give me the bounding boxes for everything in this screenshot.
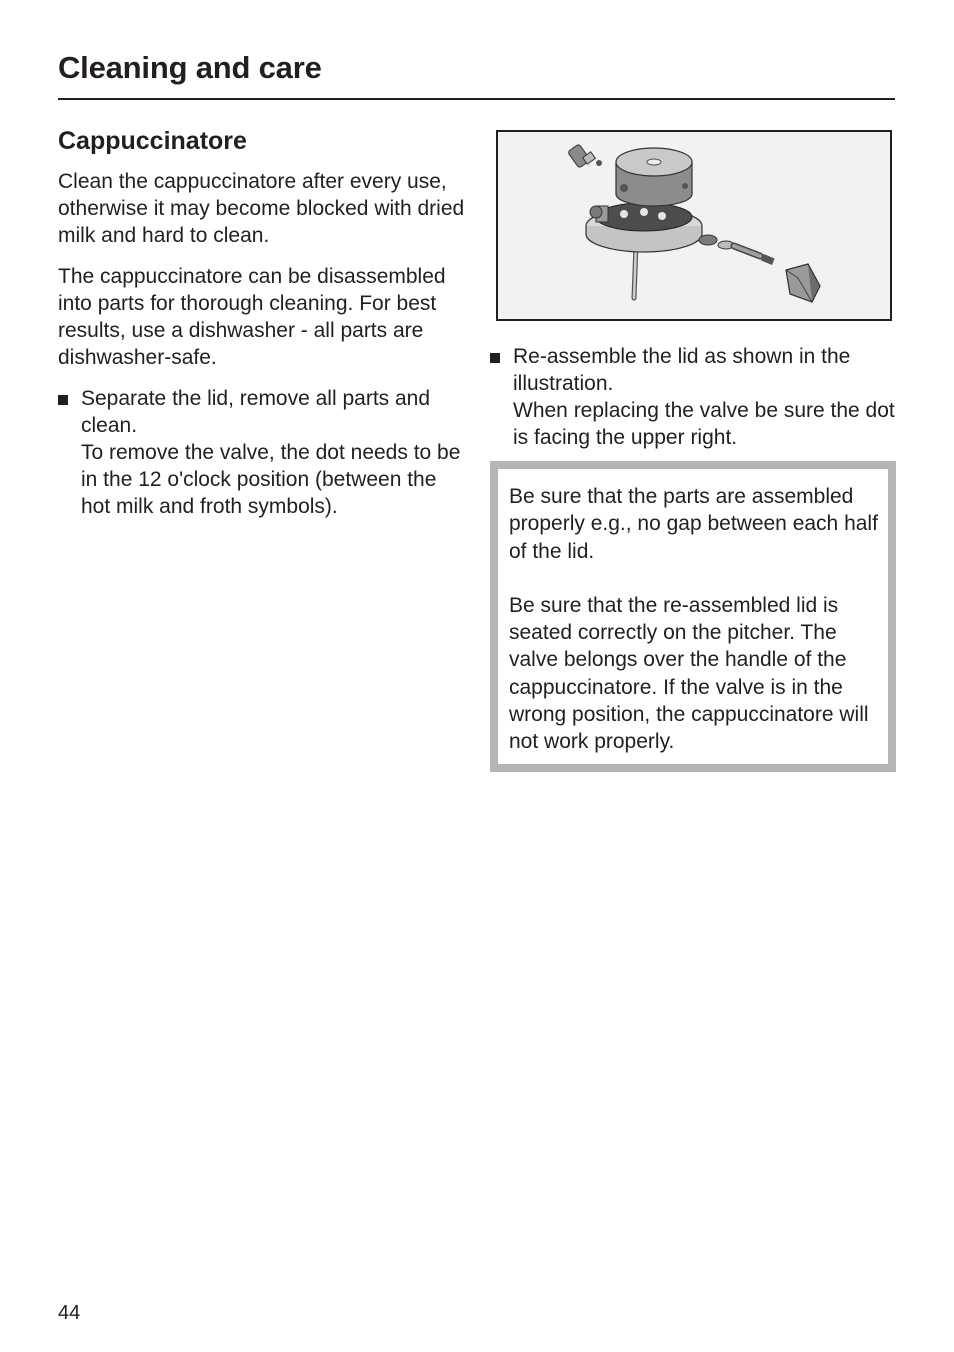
title-divider [58, 98, 895, 100]
step-text: To remove the valve, the dot needs to be in the 12 o'clock position (between the hot milk and froth symbols). [81, 441, 461, 518]
intro-paragraph: The cappuccinatore can be disassembled into parts for thorough cleaning. For best results, use a dishwasher - all parts are dishwasher-safe. [58, 265, 446, 369]
right-column [490, 130, 896, 772]
instruction-step [490, 343, 896, 451]
step-text: When replacing the valve be sure the dot is facing the upper right. [513, 399, 895, 449]
bullet-square-icon [490, 353, 500, 363]
cappuccinatore-illustration [496, 130, 892, 321]
lid-bottom-icon [586, 203, 702, 252]
instruction-step [58, 385, 470, 520]
left-column [58, 124, 470, 520]
nozzle-part-icon [568, 144, 602, 168]
warning-note-box [490, 461, 896, 772]
intro-paragraph: Clean the cappuccinatore after every use, otherwise it may become blocked with dried milk and hard to clean. [58, 170, 465, 247]
page-title: Cleaning and care [58, 50, 322, 85]
page-number: 44 [58, 1302, 81, 1324]
valve-icon [699, 235, 775, 265]
note-paragraph: Be sure that the re-assembled lid is seated correctly on the pitcher. The valve belongs over the handle of the cappuccinatore. If the valve is in the wrong position, the cappuccinatore will not work properly. [509, 593, 869, 754]
bullet-square-icon [58, 395, 68, 405]
lid-top-icon [616, 148, 692, 206]
section-heading: Cappuccinatore [58, 127, 247, 155]
note-paragraph: Be sure that the parts are assembled properly e.g., no gap between each half of the lid. [509, 485, 878, 563]
step-text: Re-assemble the lid as shown in the illustration. [513, 345, 851, 395]
knob-icon [786, 264, 820, 302]
step-text: Separate the lid, remove all parts and clean. [81, 387, 431, 437]
